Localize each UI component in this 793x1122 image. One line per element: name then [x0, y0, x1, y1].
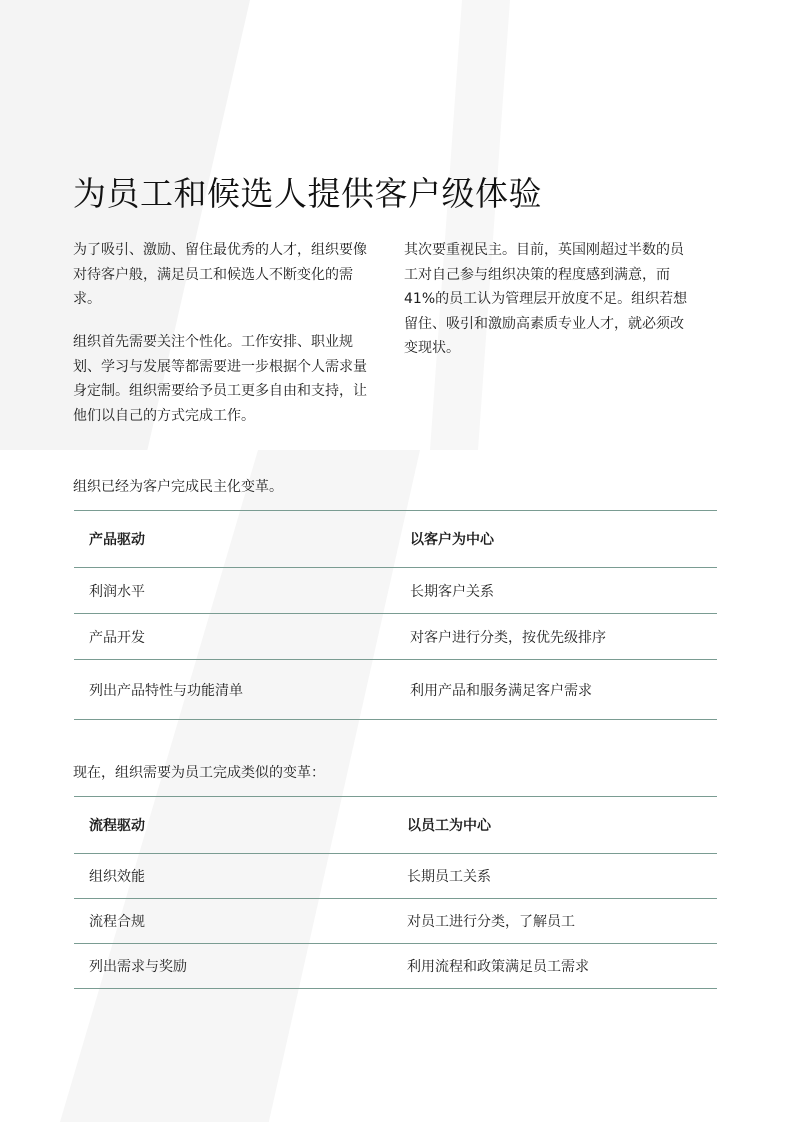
- table-cell: 产品开发: [74, 614, 395, 660]
- column-header: 以员工为中心: [392, 797, 717, 854]
- table-cell: 对客户进行分类，按优先级排序: [395, 614, 717, 660]
- table-row: [74, 660, 717, 720]
- table-row: [74, 944, 717, 989]
- table-cell: 长期客户关系: [395, 568, 717, 614]
- table-row: [74, 614, 717, 660]
- table-cell: 利用流程和政策满足员工需求: [392, 944, 717, 989]
- table-row: [74, 899, 717, 944]
- table-cell: 组织效能: [74, 854, 392, 899]
- table-header-row: [74, 511, 717, 568]
- intro-paragraph-attract: 为了吸引、激励、留住最优秀的人才，组织要像对待客户般，满足员工和候选人不断变化的需求。: [73, 242, 367, 307]
- employee-section-intro: 现在，组织需要为员工完成类似的变革：: [73, 765, 325, 781]
- employee-comparison-table: [74, 796, 717, 989]
- intro-paragraph-personalization: 组织首先需要关注个性化。工作安排、职业规划、学习与发展等都需要进一步根据个人需求量身定制。组织需要给予员工更多自由和支持，让他们以自己的方式完成工作。: [73, 334, 367, 424]
- background-shape: [430, 0, 510, 450]
- table-cell: 长期员工关系: [392, 854, 717, 899]
- table-header-row: [74, 797, 717, 854]
- table-cell: 列出需求与奖励: [74, 944, 392, 989]
- column-header: 流程驱动: [74, 797, 392, 854]
- table-cell: 利润水平: [74, 568, 395, 614]
- customer-comparison-table: [74, 510, 717, 720]
- column-header: 以客户为中心: [395, 511, 717, 568]
- table-cell: 流程合规: [74, 899, 392, 944]
- table-cell: 对员工进行分类，了解员工: [392, 899, 717, 944]
- table-row: [74, 854, 717, 899]
- table-row: [74, 568, 717, 614]
- column-header: 产品驱动: [74, 511, 395, 568]
- page-title: 为员工和候选人提供客户级体验: [73, 174, 542, 213]
- table-cell: 列出产品特性与功能清单: [74, 660, 395, 720]
- customer-section-intro: 组织已经为客户完成民主化变革。: [73, 479, 283, 495]
- table-cell: 利用产品和服务满足客户需求: [395, 660, 717, 720]
- intro-paragraph-democracy: 其次要重视民主。目前，英国刚超过半数的员工对自己参与组织决策的程度感到满意，而41%的员工认为管理层开放度不足。组织若想留住、吸引和激励高素质专业人才，就必须改变现状。: [404, 242, 688, 356]
